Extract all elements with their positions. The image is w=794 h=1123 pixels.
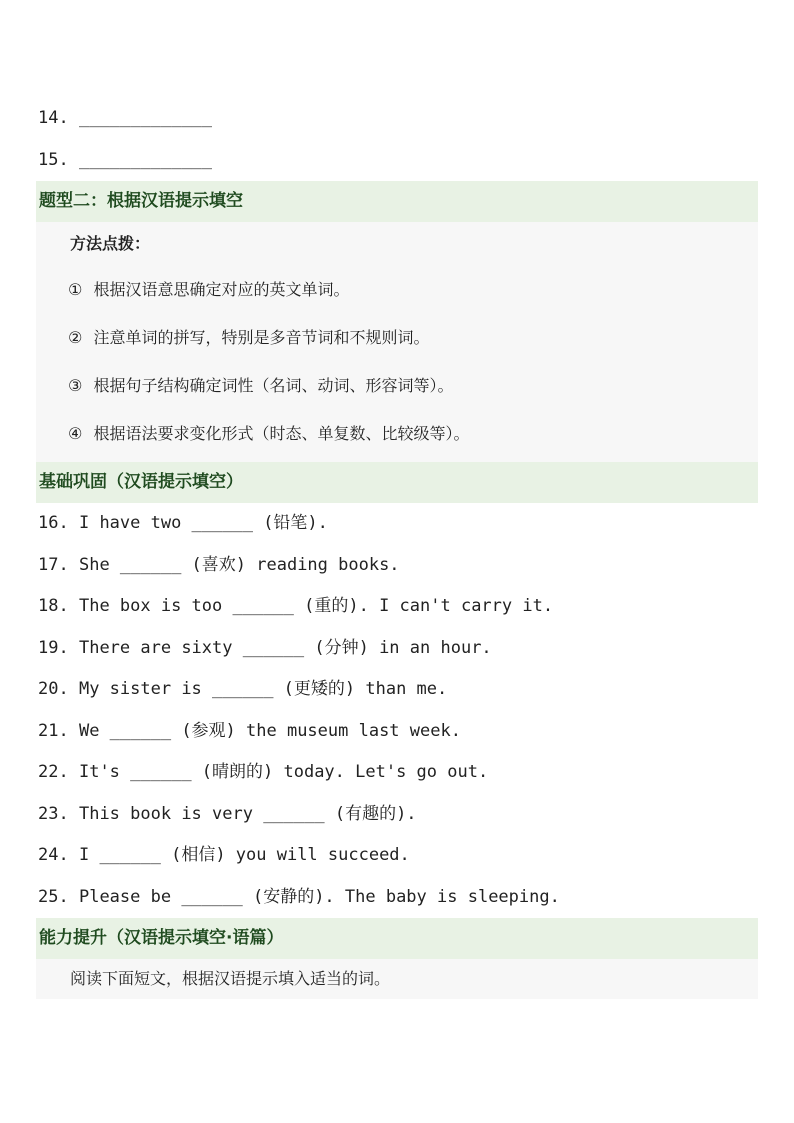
item-number: 18. [38, 596, 69, 616]
question-text: There are sixty ______ (分钟) in an hour. [78, 637, 492, 658]
question-item [36, 877, 758, 919]
item-number: 25. [38, 886, 69, 907]
section-heading-advanced: 能力提升（汉语提示填空·语篇） [36, 918, 758, 959]
tip-item [36, 314, 758, 362]
question-item [36, 586, 758, 628]
tip-text: 根据汉语意思确定对应的英文单词。 [93, 280, 350, 299]
question-item [36, 711, 758, 753]
question-item [36, 794, 758, 836]
question-text: Please be ______ (安静的). The baby is sleeping. [78, 886, 560, 907]
item-number: 20. [38, 679, 69, 699]
section-heading-type2: 题型二：根据汉语提示填空 [36, 181, 758, 222]
question-item [36, 752, 758, 794]
question-item [36, 503, 758, 545]
tip-marker: ③ [68, 376, 83, 395]
tip-text: 根据语法要求变化形式（时态、单复数、比较级等）。 [93, 424, 470, 443]
tip-text: 注意单词的拼写，特别是多音节词和不规则词。 [93, 328, 430, 347]
answer-line-15 [36, 140, 758, 182]
method-tips-box [36, 222, 758, 462]
question-item [36, 835, 758, 877]
question-text: This book is very ______ (有趣的). [78, 803, 417, 824]
tip-marker: ④ [68, 424, 83, 443]
reading-instruction: 阅读下面短文，根据汉语提示填入适当的词。 [36, 959, 758, 999]
answer-line-14 [36, 98, 758, 140]
tip-item [36, 410, 758, 458]
item-number: 23. [38, 803, 69, 824]
question-text: It's ______ (晴朗的) today. Let's go out. [78, 762, 489, 782]
question-text: The box is too ______ (重的). I can't carry it. [78, 596, 554, 616]
question-item [36, 669, 758, 711]
item-number: 17. [38, 554, 69, 575]
item-number: 24. [38, 845, 69, 865]
question-item [36, 628, 758, 670]
item-number: 21. [38, 720, 69, 741]
answer-blank: _____________ [78, 149, 213, 170]
item-number: 22. [38, 762, 69, 782]
tip-item [36, 266, 758, 314]
tip-marker: ① [68, 280, 83, 299]
question-text: She ______ (喜欢) reading books. [78, 554, 400, 575]
section-heading-basic: 基础巩固（汉语提示填空） [36, 462, 758, 503]
answer-blank: _____________ [78, 108, 213, 128]
question-item [36, 545, 758, 587]
item-number: 19. [38, 637, 69, 658]
question-text: I ______ (相信) you will succeed. [78, 845, 410, 865]
worksheet-page [36, 98, 758, 999]
tip-marker: ② [68, 328, 83, 347]
item-number: 16. [38, 513, 69, 533]
method-title: 方法点拨： [70, 234, 151, 253]
tip-text: 根据句子结构确定词性（名词、动词、形容词等）。 [93, 376, 454, 395]
item-number: 14. [38, 108, 69, 128]
item-number: 15. [38, 149, 69, 170]
question-text: We ______ (参观) the museum last week. [78, 720, 461, 741]
question-text: I have two ______ (铅笔). [78, 513, 328, 533]
tip-item [36, 362, 758, 410]
question-text: My sister is ______ (更矮的) than me. [78, 679, 448, 699]
